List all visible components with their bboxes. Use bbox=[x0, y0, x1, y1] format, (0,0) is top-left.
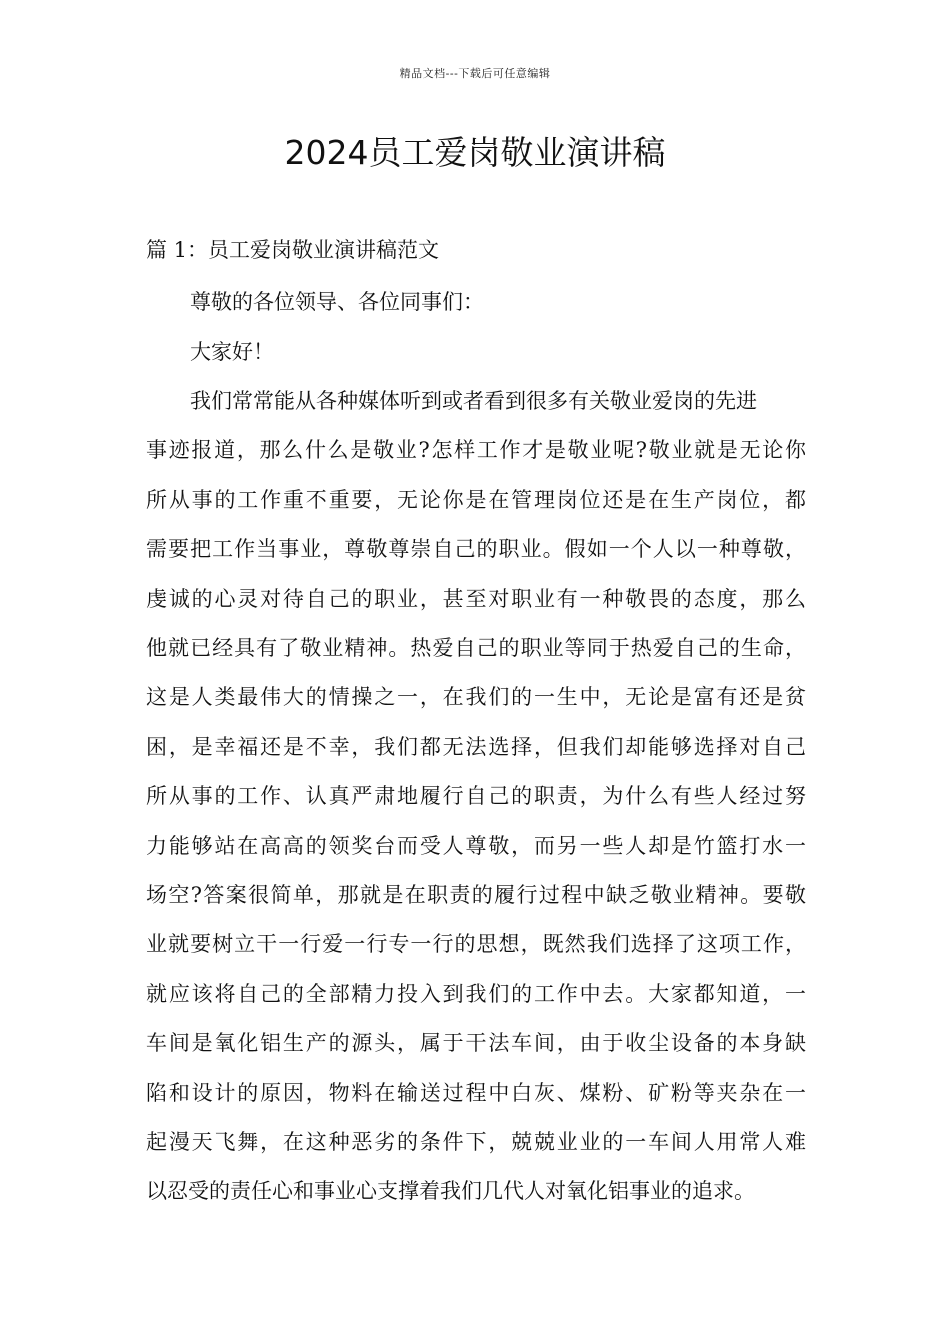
body-line: 困，是幸福还是不幸，我们都无法选择，但我们却能够选择对自己 bbox=[146, 735, 806, 759]
body-line: 这是人类最伟大的情操之一，在我们的一生中，无论是富有还是贫 bbox=[146, 685, 806, 709]
section-heading: 篇 1：员工爱岗敬业演讲稿范文 bbox=[146, 238, 440, 262]
salutation-line: 大家好！ bbox=[190, 340, 274, 364]
body-line: 场空?答案很简单，那就是在职责的履行过程中缺乏敬业精神。要敬 bbox=[146, 883, 806, 907]
greeting-line: 尊敬的各位领导、各位同事们： bbox=[190, 290, 484, 314]
body-line: 力能够站在高高的领奖台而受人尊敬，而另一些人却是竹篮打水一 bbox=[146, 834, 806, 858]
body-line: 就应该将自己的全部精力投入到我们的工作中去。大家都知道，一 bbox=[146, 982, 806, 1006]
body-line: 他就已经具有了敬业精神。热爱自己的职业等同于热爱自己的生命， bbox=[146, 636, 806, 660]
body-line: 我们常常能从各种媒体听到或者看到很多有关敬业爱岗的先进 bbox=[190, 389, 757, 413]
body-line: 需要把工作当事业，尊敬尊崇自己的职业。假如一个人以一种尊敬， bbox=[146, 537, 806, 561]
body-line: 所从事的工作、认真严肃地履行自己的职责，为什么有些人经过努 bbox=[146, 784, 806, 808]
body-line: 业就要树立干一行爱一行专一行的思想，既然我们选择了这项工作， bbox=[146, 932, 806, 956]
header-note: 精品文档---下载后可任意编辑 bbox=[399, 67, 551, 80]
body-line: 以忍受的责任心和事业心支撑着我们几代人对氧化铝事业的追求。 bbox=[146, 1179, 755, 1203]
body-line: 虔诚的心灵对待自己的职业，甚至对职业有一种敬畏的态度，那么 bbox=[146, 587, 806, 611]
body-line: 事迹报道，那么什么是敬业?怎样工作才是敬业呢?敬业就是无论你 bbox=[146, 438, 806, 462]
body-line: 所从事的工作重不重要，无论你是在管理岗位还是在生产岗位，都 bbox=[146, 488, 806, 512]
body-line: 车间是氧化铝生产的源头，属于干法车间，由于收尘设备的本身缺 bbox=[146, 1031, 806, 1055]
document-title: 2024员工爱岗敬业演讲稿 bbox=[284, 133, 666, 172]
body-line: 起漫天飞舞，在这种恶劣的条件下，兢兢业业的一车间人用常人难 bbox=[146, 1130, 806, 1154]
body-line: 陷和设计的原因，物料在输送过程中白灰、煤粉、矿粉等夹杂在一 bbox=[146, 1081, 806, 1105]
